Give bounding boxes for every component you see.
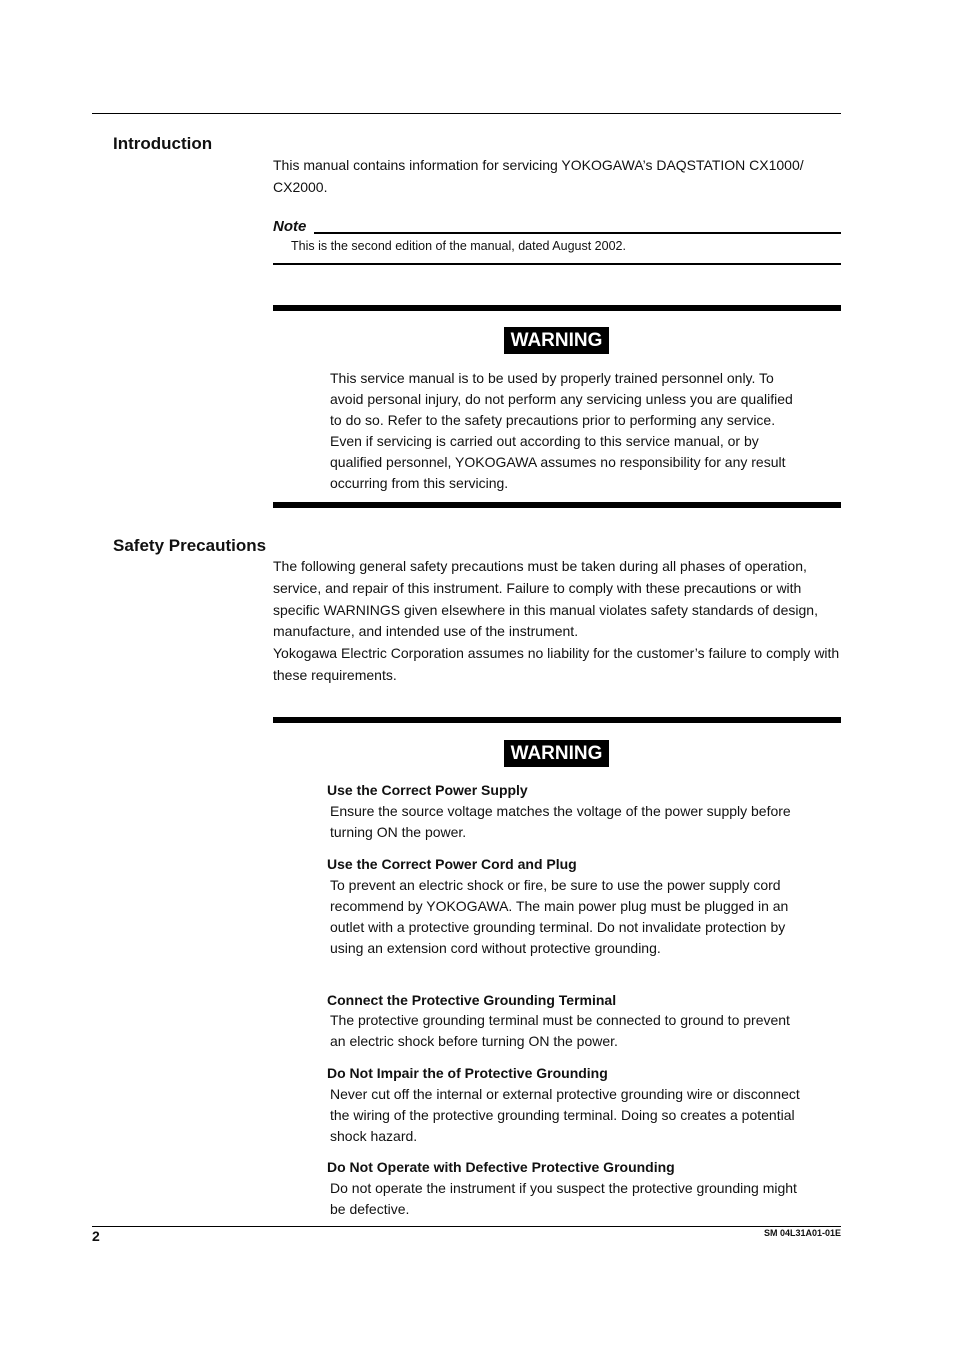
warning2-top-bar: [273, 717, 841, 723]
safety-text-2: Yokogawa Electric Corporation assumes no liability for the customer’s failure to comply with these requirements.: [273, 645, 840, 683]
item-impair-grounding-body: Never cut off the internal or external protective grounding wire or disconnect the wiring of the protective grounding terminal. Doing so creates a potential shock hazard.: [330, 1086, 800, 1144]
item-power-supply-heading: Use the Correct Power Supply: [327, 782, 528, 798]
document-code: SM 04L31A01-01E: [763, 1228, 841, 1238]
item-defective-grounding-heading: Do Not Operate with Defective Protective Grounding: [327, 1159, 675, 1175]
note-top-rule: [314, 232, 841, 234]
safety-heading: Safety Precautions: [113, 536, 267, 555]
header-rule: [92, 113, 841, 114]
item-grounding-terminal-heading: Connect the Protective Grounding Terminal: [327, 992, 617, 1008]
warning2-badge: WARNING: [504, 740, 609, 767]
item-impair-grounding-heading: Do Not Impair the of Protective Grounding: [327, 1065, 608, 1081]
item-power-supply-body: Ensure the source voltage matches the voltage of the power supply before turning ON the power.: [330, 803, 791, 840]
item-power-cord-body: To prevent an electric shock or fire, be sure to use the power supply cord recommend by YOKOGAWA. The main power plug must be plugged in an outlet with a protective grounding terminal. Do not invalidate protection by using an extension cord without protective grounding.: [330, 877, 789, 956]
safety-text-1: The following general safety precautions must be taken during all phases of operation, service, and repair of this instrument. Failure to comply with these precautions or with specific WARNINGS given elsewhere in this manual violates safety standards of design, manufacture, and intended use of the instrument.: [273, 558, 818, 640]
introduction-heading: Introduction: [113, 134, 213, 153]
item-grounding-terminal-body: The protective grounding terminal must be connected to ground to prevent an electric shock before turning ON the power.: [330, 1012, 790, 1049]
warning1-text: This service manual is to be used by properly trained personnel only. To avoid personal injury, do not perform any servicing unless you are qualified to do so. Refer to the safety precautions prior to performing any service. Even if servicing is carried out according to this service manual, or by qualified personnel, YOKOGAWA assumes no responsibility for any result occurring from this servicing.: [330, 370, 793, 491]
item-defective-grounding-body: Do not operate the instrument if you suspect the protective grounding might be defective.: [330, 1180, 797, 1217]
footer-rule: [92, 1226, 841, 1227]
page-number: 2: [92, 1228, 100, 1244]
note-bottom-rule: [273, 263, 841, 265]
warning1-bottom-bar: [273, 502, 841, 508]
note-text: This is the second edition of the manual, dated August 2002.: [291, 239, 626, 253]
note-label: Note: [273, 218, 307, 235]
item-power-cord-heading: Use the Correct Power Cord and Plug: [327, 856, 577, 872]
introduction-text: This manual contains information for servicing YOKOGAWA’s DAQSTATION CX1000/ CX2000.: [273, 157, 804, 195]
warning1-top-bar: [273, 305, 841, 311]
warning1-badge: WARNING: [504, 327, 609, 354]
